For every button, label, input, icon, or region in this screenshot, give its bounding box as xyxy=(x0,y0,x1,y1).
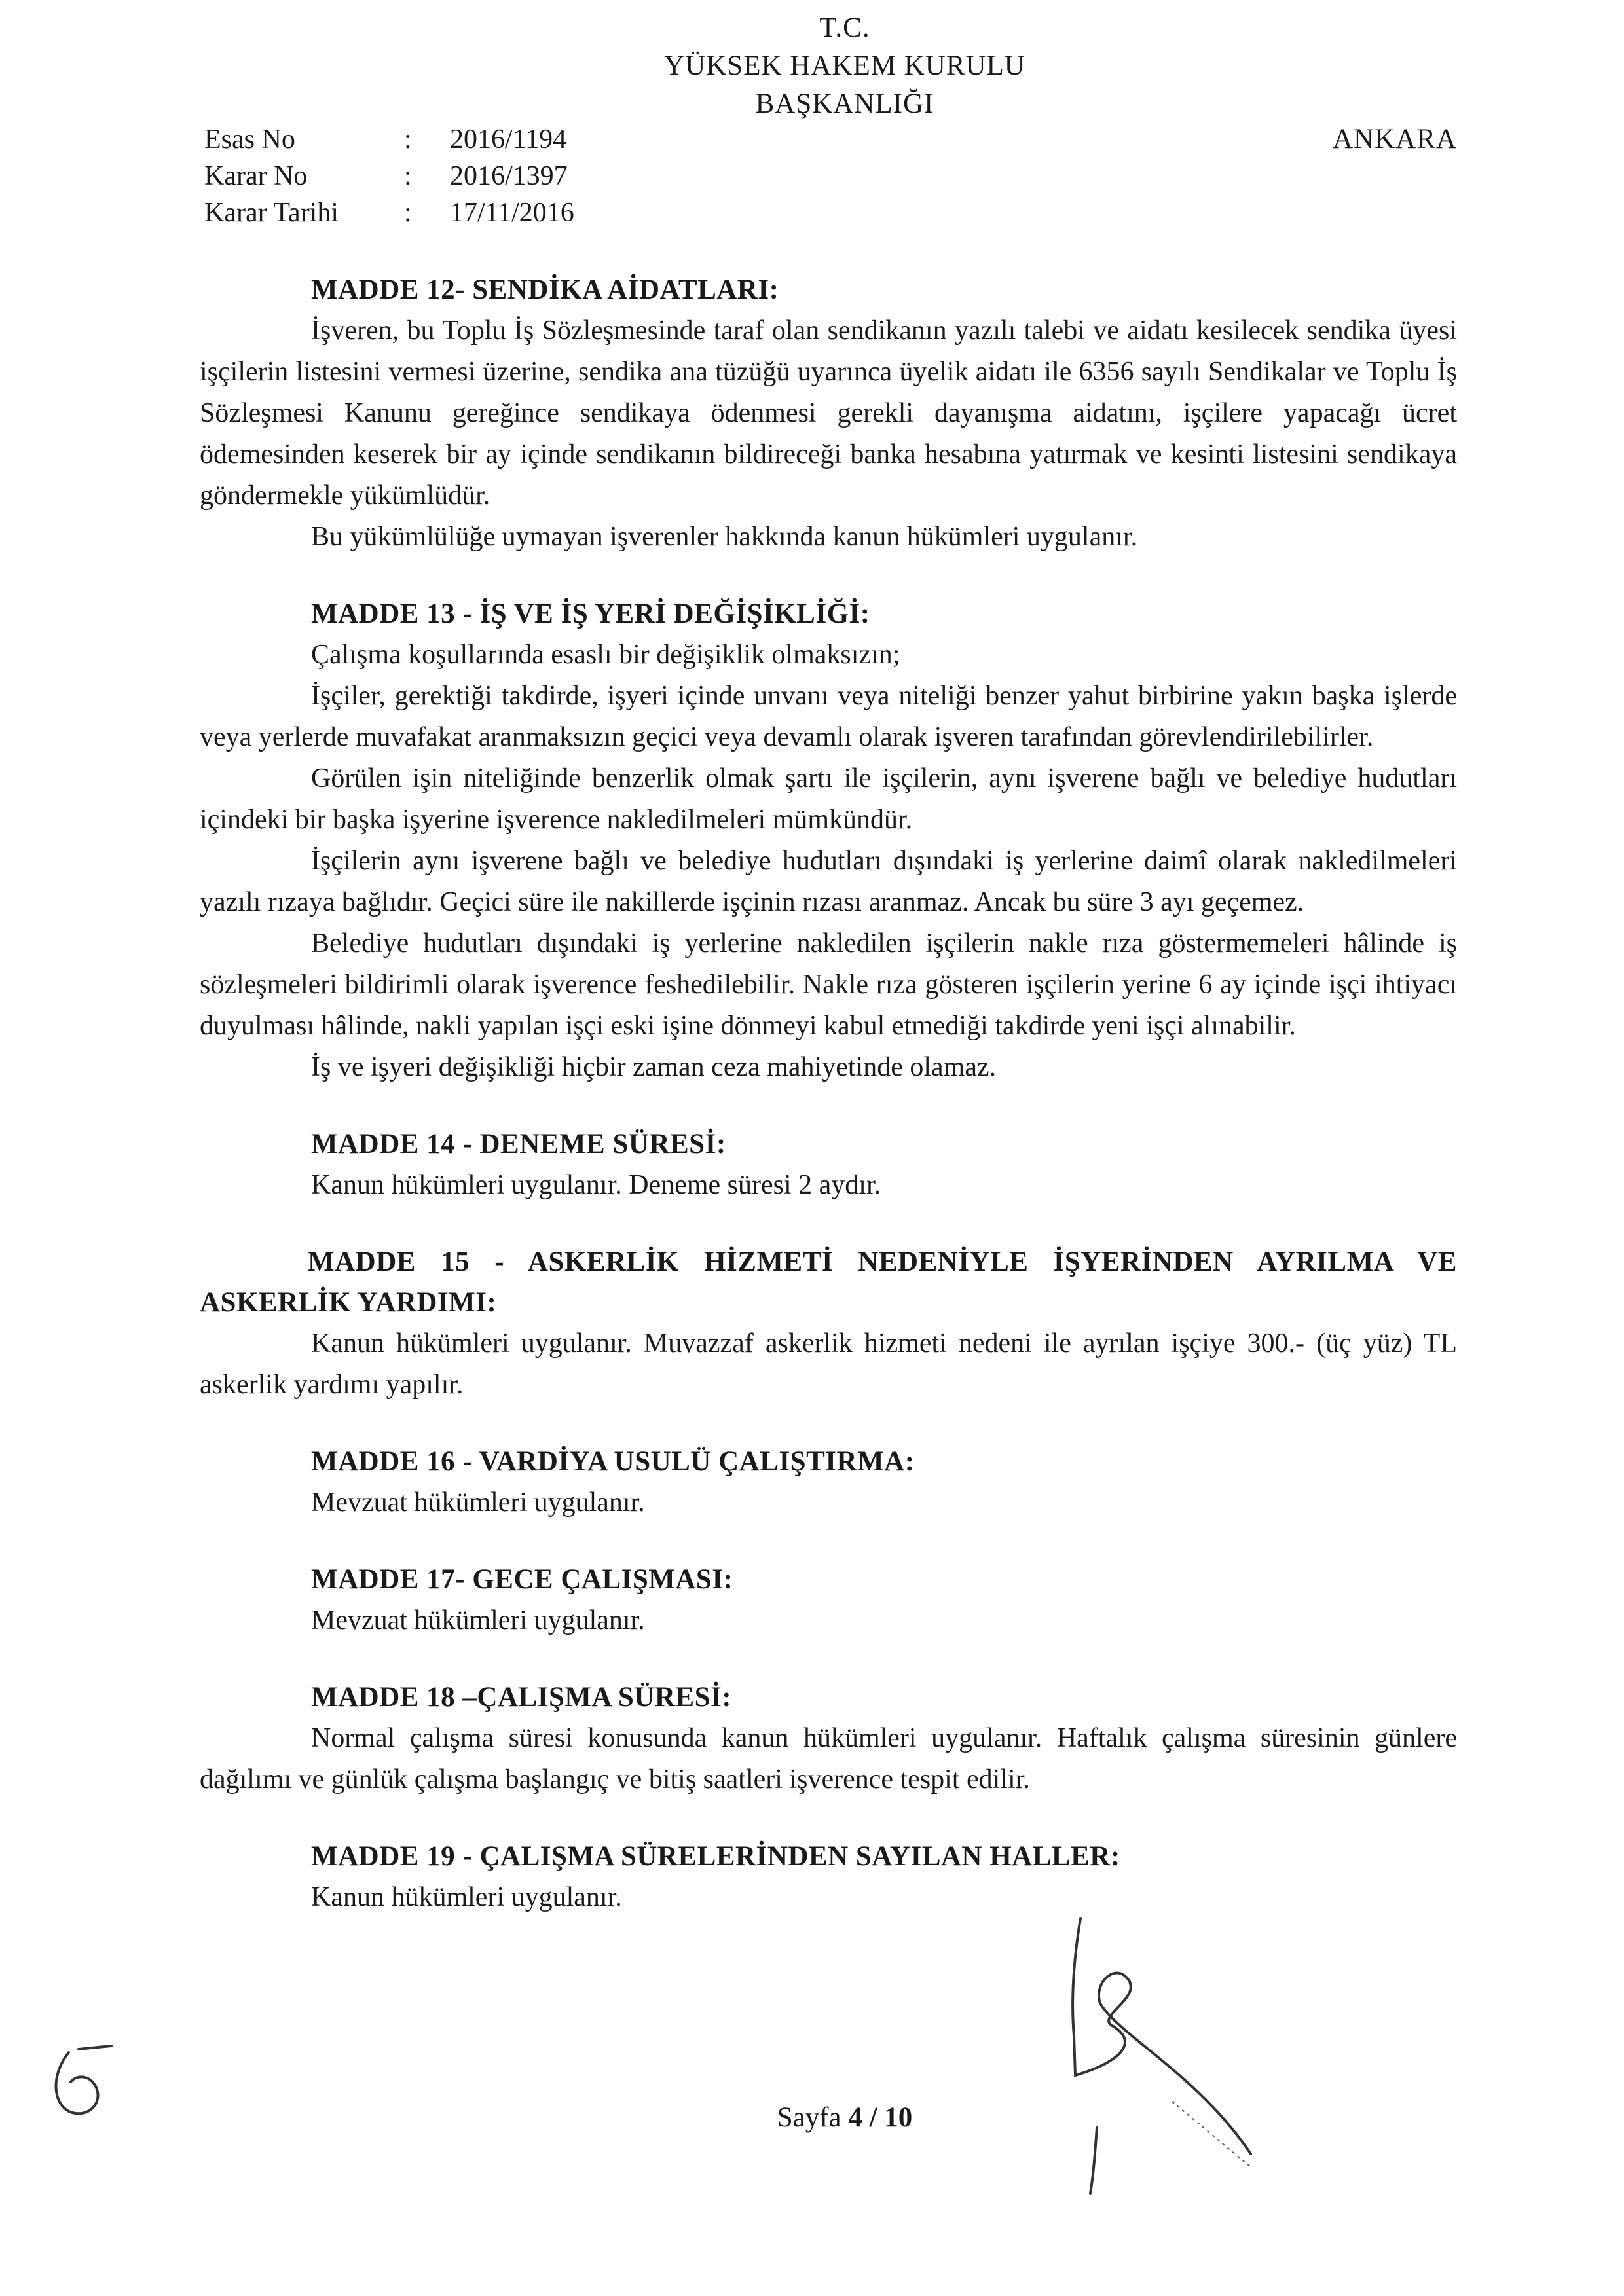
article-paragraph: Kanun hükümleri uygulanır. xyxy=(311,1882,622,1912)
article-title: MADDE 13 - İŞ VE İŞ YERİ DEĞİŞİKLİĞİ: xyxy=(311,598,870,629)
decision-date-label: Karar Tarihi xyxy=(204,198,339,228)
colon: : xyxy=(404,198,412,228)
article-16 xyxy=(200,1442,1457,1523)
article-paragraph: İşveren, bu Toplu İş Sözleşmesinde taraf olan sendikanın yazılı talebi ve aidatı kesilecek sendika üyesi işçilerin listesini vermesi üzerine, sendika ana tüzüğü uyarınca üyelik aidatı ile 6356 sayılı Sendikalar ve Toplu İş Sözleşmesi Kanunu gereğince sendikaya ödenmesi gerekli dayanışma aidatını, işçilere yapacağı ücret ödemesinden keserek bir ay içinde sendikanın bildireceği banka hesabına yatırmak ve kesinti listesini sendikaya göndermekle yükümlüdür. xyxy=(200,316,1457,511)
page-number: 4 / 10 xyxy=(848,2102,913,2133)
article-paragraph: Normal çalışma süresi konusunda kanun hükümleri uygulanır. Haftalık çalışma süresinin günlere dağılımı ve günlük çalışma başlangıç ve bitiş saatleri işverence tespit edilir. xyxy=(200,1723,1457,1795)
article-paragraph: İş ve işyeri değişikliği hiçbir zaman ceza mahiyetinde olamaz. xyxy=(311,1052,997,1082)
page-label: Sayfa xyxy=(777,2102,849,2133)
article-13 xyxy=(200,594,1457,1088)
article-title: MADDE 14 - DENEME SÜRESİ: xyxy=(311,1129,726,1159)
article-14 xyxy=(200,1124,1457,1206)
article-18 xyxy=(200,1677,1457,1800)
article-paragraph: Görülen işin niteliğinde benzerlik olmak şartı ile işçilerin, aynı işverene bağlı ve belediye hudutları içindeki bir başka işyerine işverence nakledilmeleri mümkündür. xyxy=(200,763,1457,835)
header-institution: YÜKSEK HAKEM KURULU xyxy=(664,50,1025,81)
header-tc: T.C. xyxy=(819,12,870,43)
decision-number-value: 2016/1397 xyxy=(450,161,568,191)
article-title: MADDE 18 –ÇALIŞMA SÜRESİ: xyxy=(311,1682,732,1713)
article-17 xyxy=(200,1559,1457,1641)
article-paragraph: Çalışma koşullarında esaslı bir değişiklik olmaksızın; xyxy=(311,640,900,670)
article-title: MADDE 16 - VARDİYA USULÜ ÇALIŞTIRMA: xyxy=(311,1446,915,1477)
document-body xyxy=(200,270,1457,1954)
decision-date-value: 17/11/2016 xyxy=(450,198,574,228)
article-paragraph: Bu yükümlülüğe uymayan işverenler hakkında kanun hükümleri uygulanır. xyxy=(311,522,1138,552)
article-title: MADDE 17- GECE ÇALIŞMASI: xyxy=(311,1564,733,1595)
article-title: MADDE 19 - ÇALIŞMA SÜRELERİNDEN SAYILAN HALLER: xyxy=(311,1841,1120,1872)
article-paragraph: İşçiler, gerektiği takdirde, işyeri içinde unvanı veya niteliği benzer yahut birbirine yakın başka işlerde veya yerlerde muvafakat aranmaksızın geçici veya devamlı olarak işveren tarafından görevlendirilebilirler. xyxy=(200,681,1457,752)
decision-number-label: Karar No xyxy=(204,161,308,191)
article-paragraph: Kanun hükümleri uygulanır. Deneme süresi 2 aydır. xyxy=(311,1170,881,1200)
case-number-value: 2016/1194 xyxy=(450,124,567,155)
article-title: MADDE 12- SENDİKA AİDATLARI: xyxy=(311,274,779,305)
signature-scribble xyxy=(1035,1905,1310,2206)
article-12 xyxy=(200,270,1457,558)
article-paragraph: Kanun hükümleri uygulanır. Muvazzaf askerlik hizmeti nedeni ile ayrılan işçiye 300.- (üç yüz) TL askerlik yardımı yapılır. xyxy=(200,1328,1457,1400)
article-paragraph: İşçilerin aynı işverene bağlı ve belediye hudutları dışındaki iş yerlerine daimî olarak nakledilmeleri yazılı rızaya bağlıdır. Geçici süre ile nakillerde işçinin rızası aranmaz. Ancak bu süre 3 ayı geçemez. xyxy=(200,846,1457,917)
header-presidency: BAŞKANLIĞI xyxy=(755,88,934,119)
case-number-label: Esas No xyxy=(204,124,295,155)
page-footer xyxy=(0,2102,1624,2134)
colon: : xyxy=(404,161,412,191)
colon: : xyxy=(404,124,412,155)
article-paragraph: Mevzuat hükümleri uygulanır. xyxy=(311,1605,645,1635)
article-paragraph: Belediye hudutları dışındaki iş yerlerine nakledilen işçilerin nakle rıza göstermemeleri hâlinde iş sözleşmeleri bildirimli olarak işverence feshedilebilir. Nakle rıza gösteren işçilerin yerine 6 ay içinde işçi ihtiyacı duyulması hâlinde, nakli yapılan işçi eski işine dönmeyi kabul etmediği takdirde yeni işçi alınabilir. xyxy=(200,928,1457,1041)
article-15 xyxy=(200,1242,1457,1406)
article-title: MADDE 15 - ASKERLİK HİZMETİ NEDENİYLE İŞYERİNDEN AYRILMA VE ASKERLİK YARDIMI: xyxy=(200,1247,1457,1318)
article-paragraph: Mevzuat hükümleri uygulanır. xyxy=(311,1487,645,1518)
city-label: ANKARA xyxy=(1333,124,1457,155)
